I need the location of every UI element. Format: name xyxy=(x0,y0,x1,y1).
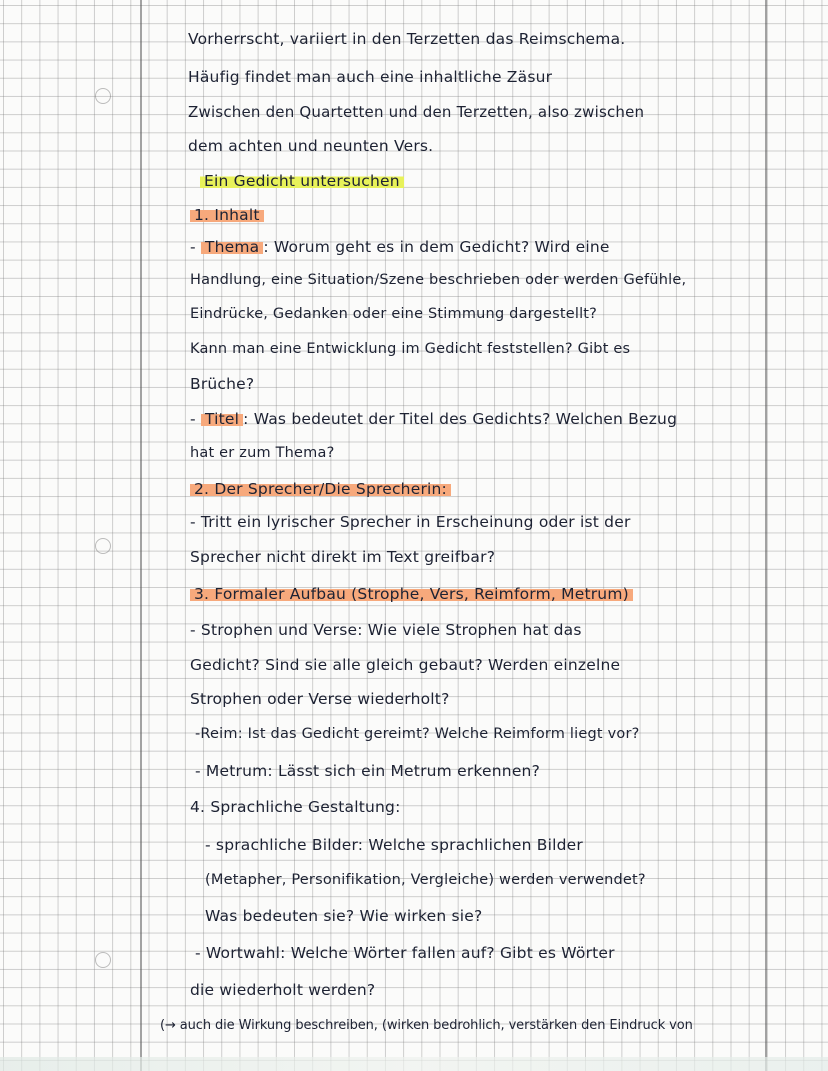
note-line-22: Strophen oder Verse wiederholt? xyxy=(190,690,450,708)
note-line-24: - Metrum: Lässt sich ein Metrum erkennen? xyxy=(195,762,540,780)
note-line-15: hat er zum Thema? xyxy=(190,445,335,461)
note-line-thema: - Thema : Worum geht es in dem Gedicht? Wird eine xyxy=(190,238,610,256)
right-margin-line xyxy=(765,0,767,1071)
note-line-10: Eindrücke, Gedanken oder eine Stimmung dargestellt? xyxy=(190,306,598,322)
note-line-21: Gedicht? Sind sie alle gleich gebaut? Werden einzelne xyxy=(190,656,621,674)
note-line-12: Brüche? xyxy=(190,375,255,393)
note-line-27: (Metapher, Personifikation, Vergleiche) werden verwendet? xyxy=(205,872,646,888)
punch-hole-bottom xyxy=(95,952,111,968)
section-heading xyxy=(200,172,404,190)
note-line-3: Zwischen den Quartetten und den Terzetten, also zwischen xyxy=(188,103,645,121)
heading-sprache: 4. Sprachliche Gestaltung: xyxy=(190,798,401,816)
note-line-17: - Tritt ein lyrischer Sprecher in Erscheinung oder ist der xyxy=(190,513,631,531)
punch-hole-middle xyxy=(95,538,111,554)
note-line-31: (→ auch die Wirkung beschreiben, (wirken bedrohlich, verstärken den Eindruck von xyxy=(160,1018,693,1033)
heading-highlight: Ein Gedicht untersuchen xyxy=(200,172,404,190)
note-line-30: die wiederholt werden? xyxy=(190,981,376,999)
label-titel: Titel xyxy=(201,410,243,428)
note-line-28: Was bedeuten sie? Wie wirken sie? xyxy=(205,907,483,925)
bottom-edge-strip xyxy=(0,1057,828,1071)
note-line-18: Sprecher nicht direkt im Text greifbar? xyxy=(190,548,496,566)
heading-sprecher: 2. Der Sprecher/Die Sprecherin: xyxy=(190,480,451,498)
note-line-9: Handlung, eine Situation/Szene beschrieben oder werden Gefühle, xyxy=(190,272,687,288)
note-line-29: - Wortwahl: Welche Wörter fallen auf? Gibt es Wörter xyxy=(195,944,615,962)
note-line-1: Vorherrscht, variiert in den Terzetten das Reimschema. xyxy=(188,30,626,48)
note-line-23: -Reim: Ist das Gedicht gereimt? Welche Reimform liegt vor? xyxy=(195,726,640,742)
note-line-11: Kann man eine Entwicklung im Gedicht feststellen? Gibt es xyxy=(190,341,631,357)
note-line-20: - Strophen und Verse: Wie viele Strophen hat das xyxy=(190,621,582,639)
note-line-2: Häufig findet man auch eine inhaltliche Zäsur xyxy=(188,68,553,86)
note-line-4: dem achten und neunten Vers. xyxy=(188,137,434,155)
note-line-26: - sprachliche Bilder: Welche sprachlichen Bilder xyxy=(205,836,583,854)
heading-inhalt: 1. Inhalt xyxy=(190,206,264,224)
punch-hole-top xyxy=(95,88,111,104)
heading-aufbau: 3. Formaler Aufbau (Strophe, Vers, Reimform, Metrum) xyxy=(190,585,633,603)
left-margin-line xyxy=(140,0,142,1071)
label-thema: Thema xyxy=(201,238,263,256)
note-line-titel: - Titel : Was bedeutet der Titel des Gedichts? Welchen Bezug xyxy=(190,410,678,428)
